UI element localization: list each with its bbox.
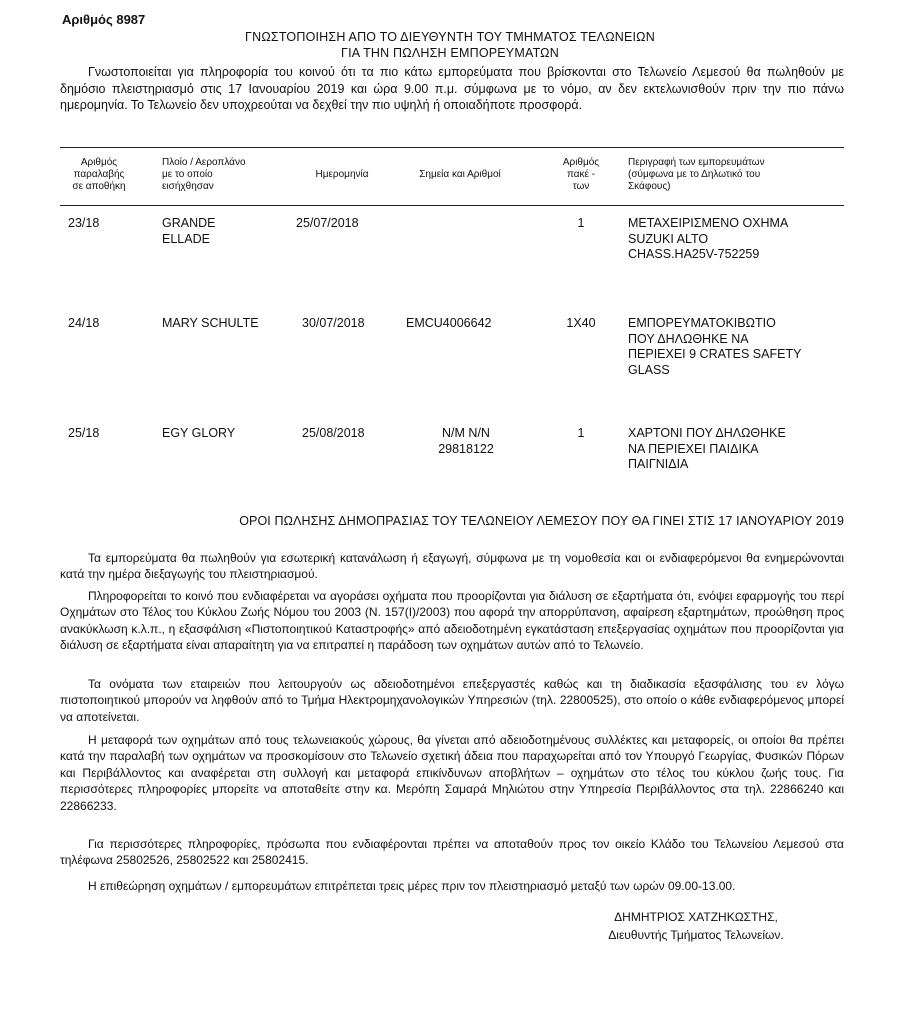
cell-line: EGY GLORY xyxy=(162,426,236,440)
cell-line: ELLADE xyxy=(162,231,210,246)
cell-receipt-no: 23/18 xyxy=(68,216,100,230)
cell-packages: 1 xyxy=(577,426,585,440)
cell-date: 30/07/2018 xyxy=(302,316,365,330)
header-line: σε αποθήκη xyxy=(72,181,126,192)
cell-line: ΠΑΙΓΝΙΔΙΑ xyxy=(628,457,689,471)
header-line: Αριθμός xyxy=(562,157,600,168)
header-line: Ημερομηνία xyxy=(315,169,369,180)
terms-paragraph-4: Η μεταφορά των οχημάτων από τους τελωνειακούς χώρους, θα γίνεται από αδειοδοτημένους συλλέκτες και μεταφορείς, οι οποίοι θα πρέπει κατά την παραλαβή των οχημάτων να προσκομίσουν στο Τελωνείο σχετική άδεια που παραχωρείται από τον Υπουργό Γεωργίας, Φυσικών Πόρων και Περιβάλλοντος και αναφέρεται στη συλλογή και μεταφορά επικίνδυνων αποβλήτων – οχημάτων στο τέλος του κύκλου ζωής τους. Για περισσότερες πληροφορίες μπορείτε να αποταθείτε στην κα. Μερόπη Σαμαρά Μηλιώτου στην Υπηρεσία Περιβάλλοντος στα τηλ. 22866240 και 22866233. xyxy=(60,733,844,813)
cell-line: EMCU4006642 xyxy=(406,316,492,330)
cell-line: CHASS.HA25V-752259 xyxy=(628,247,760,261)
notice-number: Αριθμός 8987 xyxy=(62,12,146,27)
header-packages xyxy=(546,157,616,193)
intro-paragraph xyxy=(60,64,844,114)
cell-line: ΕΜΠΟΡΕΥΜΑΤΟΚΙΒΩΤΙΟ xyxy=(628,316,776,330)
cell-vessel xyxy=(162,426,235,442)
header-vessel xyxy=(162,157,282,193)
notice-title-line-1: ΓΝΩΣΤΟΠΟΙΗΣΗ ΑΠΟ ΤΟ ΔΙΕΥΘΥΝΤΗ ΤΟΥ ΤΜΗΜΑΤΟΣ ΤΕΛΩΝΕΙΩΝ xyxy=(245,30,655,44)
cell-line: GLASS xyxy=(628,362,670,377)
cell-line: MARY SCHULTE xyxy=(162,316,259,330)
header-line: των xyxy=(572,181,590,192)
terms-paragraph-6: Η επιθεώρηση οχημάτων / εμπορευμάτων επιτρέπεται τρεις μέρες πριν τον πλειστηριασμό μεταξύ των ωρών 09.00-13.00. xyxy=(88,879,736,893)
cell-description xyxy=(628,216,788,263)
header-marks xyxy=(400,169,520,181)
intro-text: Γνωστοποιείται για πληροφορία του κοινού ότι τα πιο κάτω εμπορεύματα που βρίσκονται στο Τελωνείο Λεμεσού θα πωληθούν με δημόσιο πλειστηριασμό στις 17 Ιανουαρίου 2019 και ώρα 9.00 π.μ. σύμφωνα με το νόμο, αν δεν εκτελωνισθούν πριν την πιο πάνω ημερομηνία. Το Τελωνείο δεν υποχρεούται να δεχθεί την πιο υψηλή ή οποιαδήποτε προσφορά. xyxy=(60,65,844,113)
cell-line: ΝΑ ΠΕΡΙΕΧΕΙ ΠΑΙΔΙΚΑ xyxy=(628,441,759,456)
signature-name: ΔΗΜΗΤΡΙΟΣ ΧΑΤΖΗΚΩΣΤΗΣ, xyxy=(614,910,778,924)
header-line: Περιγραφή των εμπορευμάτων xyxy=(628,157,765,168)
header-date xyxy=(292,169,392,181)
cell-date: 25/08/2018 xyxy=(302,426,365,440)
cell-receipt-no: 25/18 xyxy=(68,426,100,440)
header-line: με το οποίο xyxy=(162,169,213,180)
cell-line: ΠΟΥ ΔΗΛΩΘΗΚΕ ΝΑ xyxy=(628,331,749,346)
header-line: παραλαβής xyxy=(73,169,125,180)
cell-line: 29818122 xyxy=(438,441,494,456)
cell-description xyxy=(628,426,786,473)
cell-vessel xyxy=(162,316,259,332)
header-line: Σημεία και Αριθμοί xyxy=(419,169,501,180)
table-header-rule xyxy=(60,205,844,206)
cell-marks xyxy=(406,316,491,332)
cell-description xyxy=(628,316,801,378)
header-line: εισήχθησαν xyxy=(162,181,214,192)
cell-marks xyxy=(406,426,526,457)
terms-paragraph-1: Τα εμπορεύματα θα πωληθούν για εσωτερική κατανάλωση ή εξαγωγή, σύμφωνα με τη νομοθεσία και οι ενδιαφερόμενοι θα ενημερώνονται κατά την ημέρα διεξαγωγής του πλειστηριασμού. xyxy=(60,551,844,582)
terms-paragraph-3: Τα ονόματα των εταιρειών που λειτουργούν ως αδειοδοτημένοι επεξεργαστές καθώς και τη διαδικασία εξασφάλισης του εν λόγω πιστοποιητικού μπορούν να ληφθούν από το Τμήμα Ηλεκτρομηχανολογικών Υπηρεσιών (τηλ. 22800525), στο οποίο ο κάθε ενδιαφερόμενος μπορεί να αποτείνεται. xyxy=(60,677,844,724)
signature-role: Διευθυντής Τμήματος Τελωνείων. xyxy=(608,928,784,942)
cell-packages: 1X40 xyxy=(566,316,596,330)
cell-line: ΧΑΡΤΟΝΙ ΠΟΥ ΔΗΛΩΘΗΚΕ xyxy=(628,426,786,440)
terms-paragraph-2: Πληροφορείται το κοινό που ενδιαφέρεται να αγοράσει οχήματα που προορίζονται για διάλυση σε εξαρτήματα ότι, ενόψει εφαρμογής του περί Οχημάτων στο Τέλος του Κύκλου Ζωής Νόμου του 2003 (Ν. 157(Ι)/2003) που αφορά την απορρύπανση, αφαίρεση εξαρτημάτων, προώθηση προς ανακύκλωση κ.λ.π., η εξασφάλιση «Πιστοποιητικού Καταστροφής» από αδειοδοτημένη εγκατάσταση επεξεργασίας οχημάτων που προορίζονται για διάλυση σε εξαρτήματα είναι απαραίτητη για να επιτραπεί η παράδοση των οχημάτων αυτών από το Τελωνείο. xyxy=(60,589,844,653)
notice-title-line-2: ΓΙΑ ΤΗΝ ΠΩΛΗΣΗ ΕΜΠΟΡΕΥΜΑΤΩΝ xyxy=(341,46,559,60)
cell-line: ΠΕΡΙΕΧΕΙ 9 CRATES SAFETY xyxy=(628,347,802,361)
header-line: Πλοίο / Αεροπλάνο xyxy=(162,157,246,168)
header-line: Σκάφους) xyxy=(628,181,671,192)
cell-packages: 1 xyxy=(577,216,585,230)
cell-vessel xyxy=(162,216,215,247)
cell-line: SUZUKI ALTO xyxy=(628,231,709,246)
signature-block xyxy=(586,910,806,942)
header-line: (σύμφωνα με το Δηλωτικό του xyxy=(628,169,761,180)
header-line: πακέ - xyxy=(566,169,596,180)
cell-line: ΜΕΤΑΧΕΙΡΙΣΜΕΝΟ ΟΧΗΜΑ xyxy=(628,216,789,230)
cell-date: 25/07/2018 xyxy=(296,216,359,230)
terms-paragraph-5: Για περισσότερες πληροφορίες, πρόσωπα που ενδιαφέρονται πρέπει να αποταθούν προς τον οικείο Κλάδο του Τελωνείου Λεμεσού στα τηλέφωνα 25802526, 25802522 και 25802415. xyxy=(60,837,844,868)
cell-receipt-no: 24/18 xyxy=(68,316,100,330)
cell-line: GRANDE xyxy=(162,216,216,230)
header-line: Αριθμός xyxy=(80,157,118,168)
header-receipt-no xyxy=(60,157,138,193)
table-top-rule xyxy=(60,147,844,148)
header-description xyxy=(628,157,838,193)
cell-line: N/M N/N xyxy=(442,426,490,440)
terms-title: ΟΡΟΙ ΠΩΛΗΣΗΣ ΔΗΜΟΠΡΑΣΙΑΣ ΤΟΥ ΤΕΛΩΝΕΙΟΥ ΛΕΜΕΣΟΥ ΠΟΥ ΘΑ ΓΙΝΕΙ ΣΤΙΣ 17 ΙΑΝΟΥΑΡΙΟΥ 2019 xyxy=(239,514,844,528)
